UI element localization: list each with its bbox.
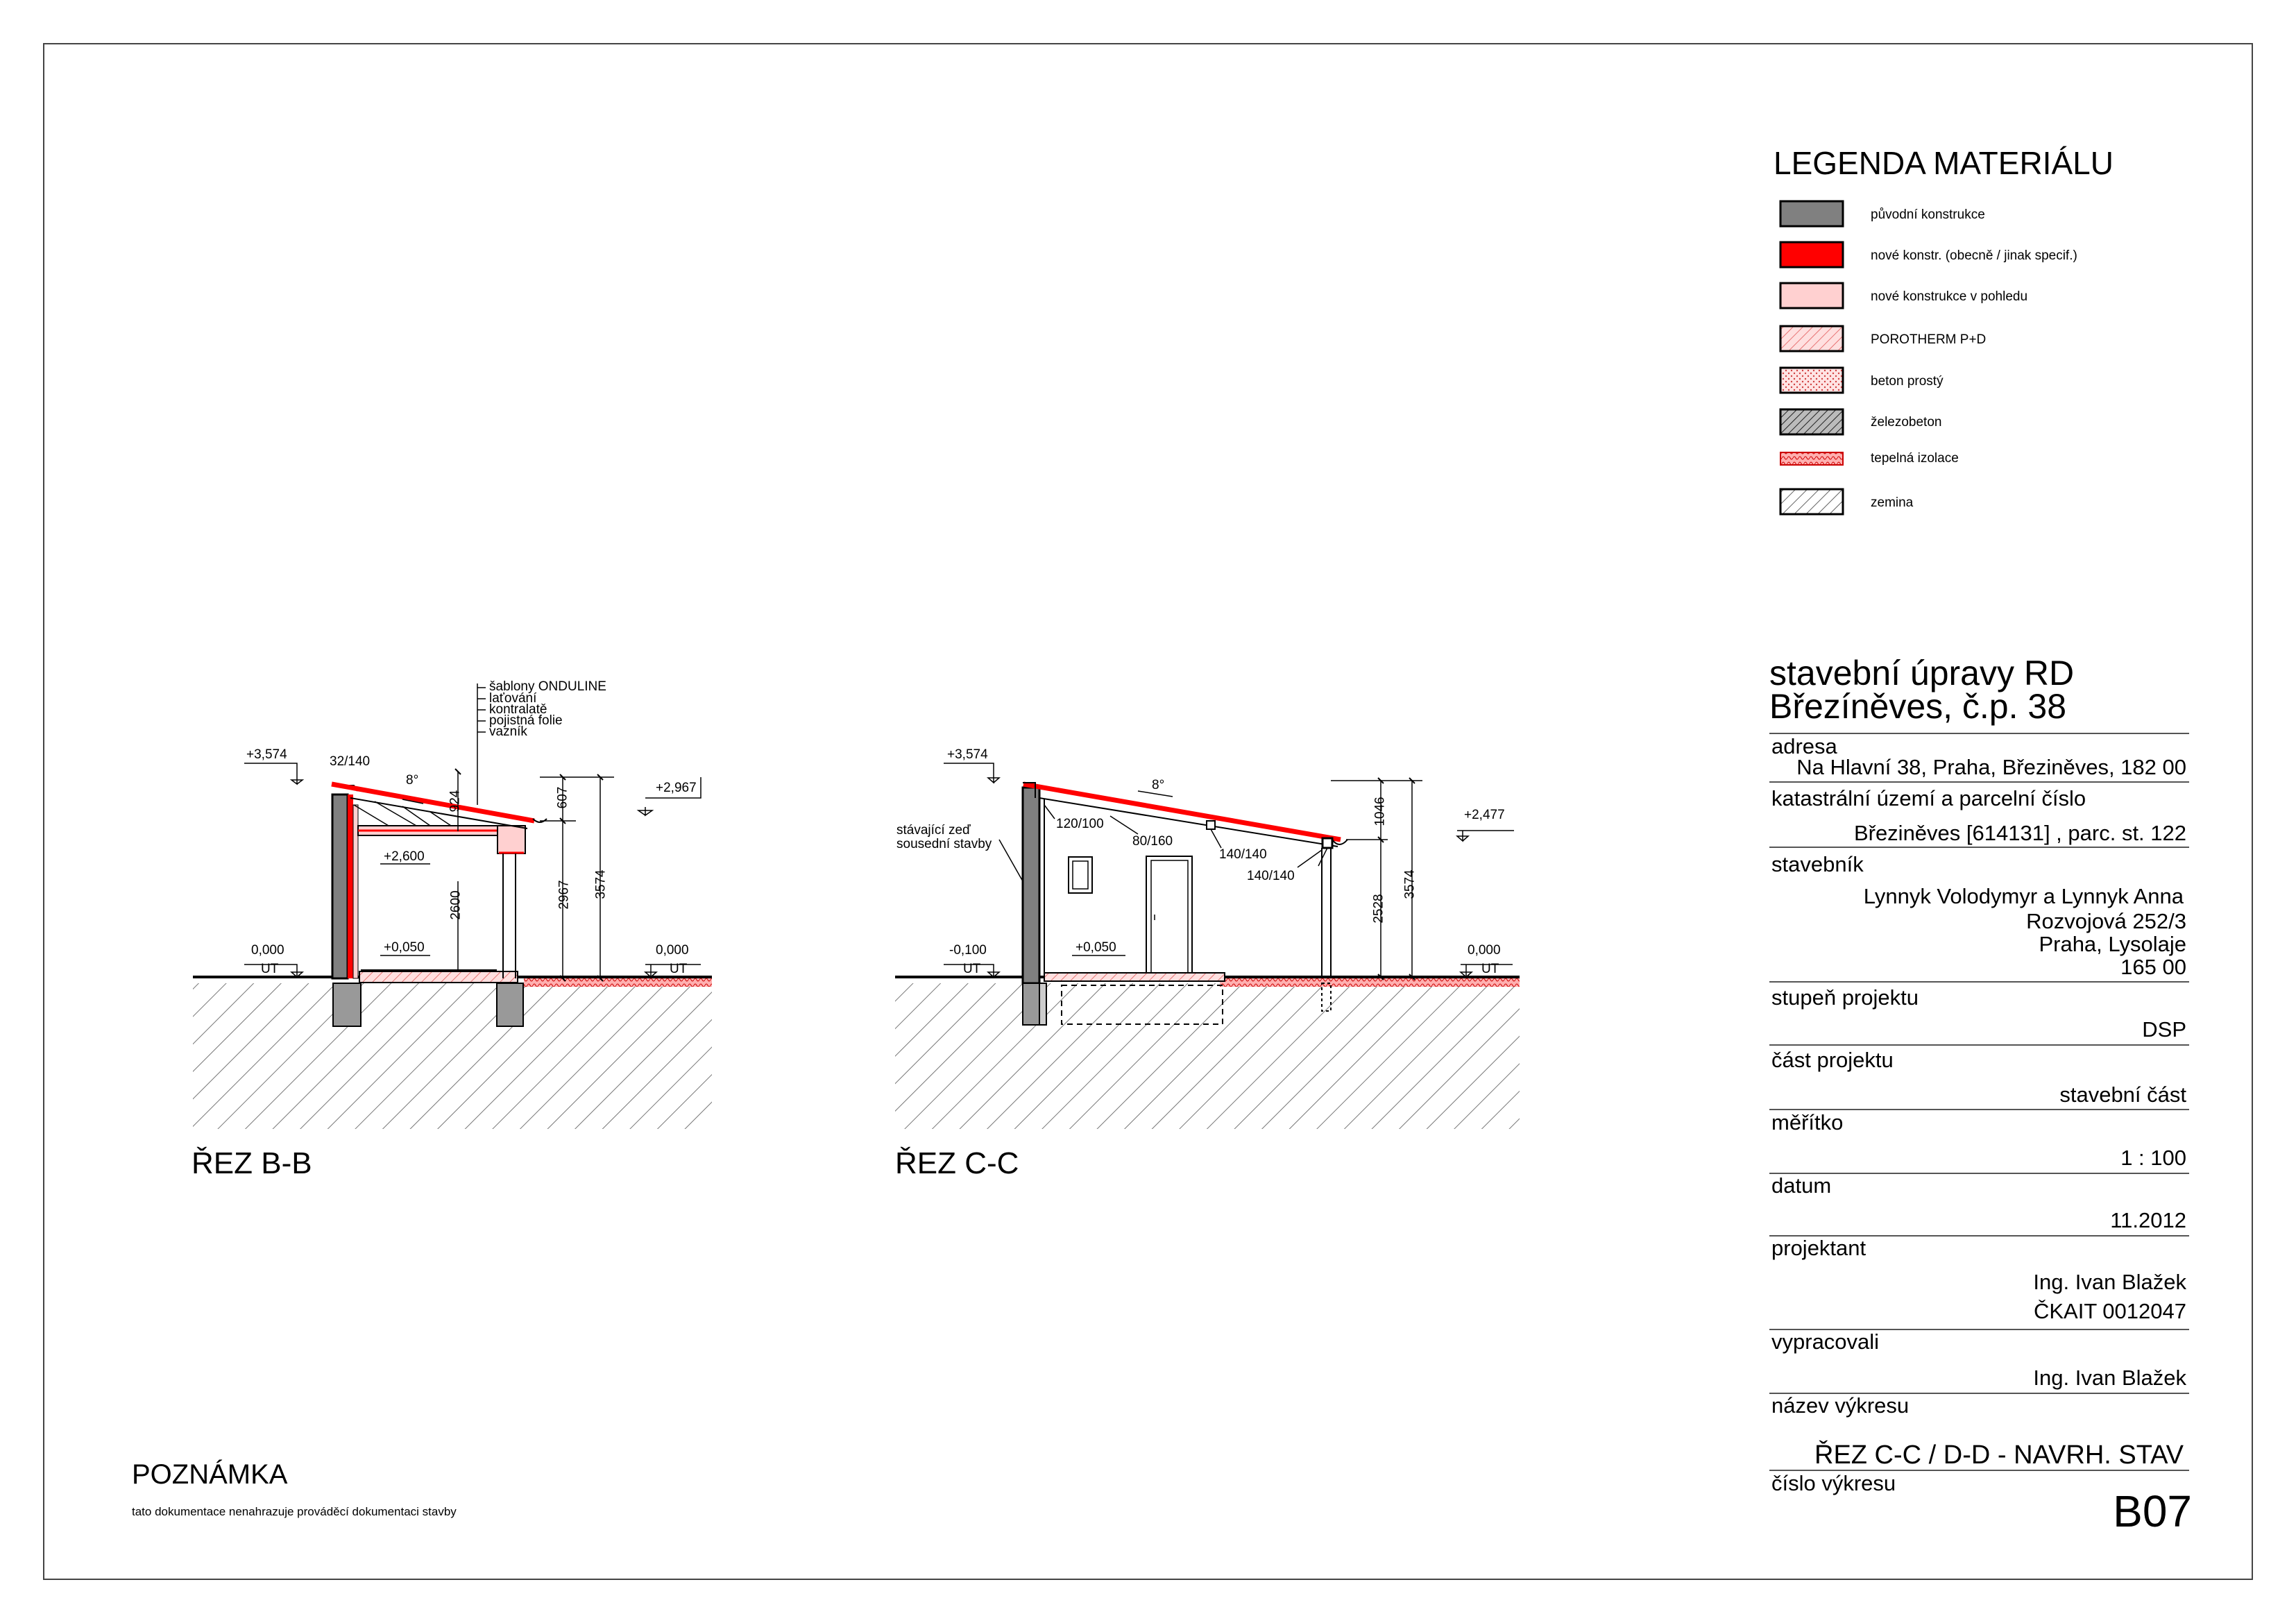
cc-wall-note1: stávající zeď <box>896 823 971 838</box>
stage-value: DSP <box>2142 1017 2186 1042</box>
builder-line1: Lynnyk Volodymyr a Lynnyk Anna <box>1863 884 2184 908</box>
bb-angle: 8° <box>406 773 419 788</box>
address-label: adresa <box>1771 734 1837 758</box>
bb-layer-3: kontralatě <box>489 702 547 717</box>
designer-line2: ČKAIT 0012047 <box>2033 1299 2186 1323</box>
cc-beam-a: 120/100 <box>1056 817 1104 831</box>
legend-title: LEGENDA MATERIÁLU <box>1774 145 2114 181</box>
cc-beam-d: 140/140 <box>1247 869 1295 883</box>
date-label: datum <box>1771 1173 1832 1198</box>
scale-label: měřítko <box>1771 1110 1844 1135</box>
bb-level-left: 0,000 <box>251 943 284 958</box>
builder-line2: Rozvojová 252/3 <box>2026 909 2186 933</box>
cc-level-left: -0,100 <box>949 943 987 958</box>
bb-layer-5: vazník <box>489 724 527 739</box>
cadastre-label: katastrální území a parcelní číslo <box>1771 786 2086 810</box>
drawing-no-label: číslo výkresu <box>1771 1471 1896 1495</box>
builder-line3: Praha, Lysolaje <box>2039 932 2186 956</box>
stage-label: stupeň projektu <box>1771 985 1919 1010</box>
part-value: stavební část <box>2059 1082 2186 1107</box>
swatch-insulation <box>1780 452 1843 465</box>
cc-level-rightground-ut: UT <box>1481 962 1499 976</box>
drawing-name-label: název výkresu <box>1771 1393 1910 1418</box>
drawing-no-value: B07 <box>2113 1486 2192 1536</box>
address-value: Na Hlavní 38, Praha, Březiněves, 182 00 <box>1796 755 2186 779</box>
bb-level-right: +2,967 <box>656 781 697 795</box>
legend-item-soil: zemina <box>1871 495 1914 510</box>
legend-item-existing: původní konstrukce <box>1871 207 1985 222</box>
cc-wall-note2: sousední stavby <box>896 837 992 851</box>
bb-layer-1: šablony ONDULINE <box>489 679 606 694</box>
note-title: POZNÁMKA <box>132 1459 288 1490</box>
bb-layer-2: laťování <box>489 691 537 706</box>
swatch-soil <box>1780 489 1843 514</box>
bb-dim-924: 924 <box>448 790 463 813</box>
date-value: 11.2012 <box>2110 1208 2186 1232</box>
builder-line4: 165 00 <box>2120 955 2186 979</box>
bb-level-2600: +2,600 <box>384 849 425 864</box>
legend-item-concrete: beton prostý <box>1871 374 1944 389</box>
cc-dim-1046: 1046 <box>1372 797 1388 826</box>
bb-dim-607: 607 <box>555 786 570 809</box>
drawing-name-value: ŘEZ C-C / D-D - NAVRH. STAV <box>1814 1441 2184 1470</box>
note-text: tato dokumentace nenahrazuje prováděcí dokumentaci stavby <box>132 1505 457 1518</box>
bb-layer-4: pojistná folie <box>489 713 563 728</box>
cc-level-rightground: 0,000 <box>1468 943 1501 958</box>
bb-level-rightground: 0,000 <box>656 943 689 958</box>
bb-level-floor: +0,050 <box>384 940 425 955</box>
cc-level-floor: +0,050 <box>1075 940 1116 955</box>
swatch-gray <box>1780 201 1843 226</box>
bb-level-left-ut: UT <box>261 962 279 976</box>
swatch-red <box>1780 242 1843 267</box>
rule <box>1769 981 2189 983</box>
swatch-reinforced <box>1780 409 1843 434</box>
swatch-concrete <box>1780 368 1843 393</box>
legend-item-reinforced: železobeton <box>1871 415 1942 430</box>
builder-label: stavebník <box>1771 852 1864 876</box>
bb-level-top: +3,574 <box>246 747 287 762</box>
rule <box>1769 1173 2189 1174</box>
designer-line1: Ing. Ivan Blažek <box>2033 1270 2186 1294</box>
designer-label: projektant <box>1771 1236 1866 1260</box>
legend-swatches <box>1780 201 1843 514</box>
bb-dim-2600: 2600 <box>448 890 464 920</box>
part-label: část projektu <box>1771 1048 1894 1072</box>
rule <box>1769 847 2189 848</box>
section-cc-drawing <box>895 763 1520 1129</box>
scale-value: 1 : 100 <box>2120 1146 2186 1170</box>
cc-angle: 8° <box>1152 778 1165 792</box>
project-title-line1: stavební úpravy RD <box>1769 654 2075 692</box>
drawn-value: Ing. Ivan Blažek <box>2033 1366 2186 1390</box>
section-cc-title: ŘEZ C-C <box>895 1146 1019 1180</box>
swatch-pink <box>1780 283 1843 308</box>
project-title-line2: Březíněves, č.p. 38 <box>1769 687 2067 726</box>
legend-item-insulation: tepelná izolace <box>1871 451 1959 466</box>
cc-level-right: +2,477 <box>1464 808 1505 822</box>
bb-dim-2967: 2967 <box>556 880 572 910</box>
cc-dim-3574: 3574 <box>1402 869 1418 899</box>
legend-item-porotherm: POROTHERM P+D <box>1871 332 1987 347</box>
legend-item-new: nové konstr. (obecně / jinak specif.) <box>1871 248 2077 263</box>
bb-beam: 32/140 <box>330 754 371 769</box>
rule <box>1769 781 2189 783</box>
legend-item-new-view: nové konstrukce v pohledu <box>1871 289 2028 304</box>
bb-level-rightground-ut: UT <box>670 962 688 976</box>
rule <box>1769 1044 2189 1046</box>
drawn-label: vypracovali <box>1771 1329 1880 1354</box>
cc-dim-2528: 2528 <box>1371 894 1386 924</box>
cc-beam-b: 80/160 <box>1132 834 1173 849</box>
cadastre-value: Březiněves [614131] , parc. st. 122 <box>1853 821 2186 845</box>
cc-level-top: +3,574 <box>947 747 988 762</box>
bb-dim-3574: 3574 <box>593 869 609 899</box>
swatch-porotherm <box>1780 326 1843 351</box>
section-bb-title: ŘEZ B-B <box>192 1146 312 1180</box>
cc-beam-c: 140/140 <box>1219 847 1267 862</box>
cc-level-left-ut: UT <box>963 962 981 976</box>
